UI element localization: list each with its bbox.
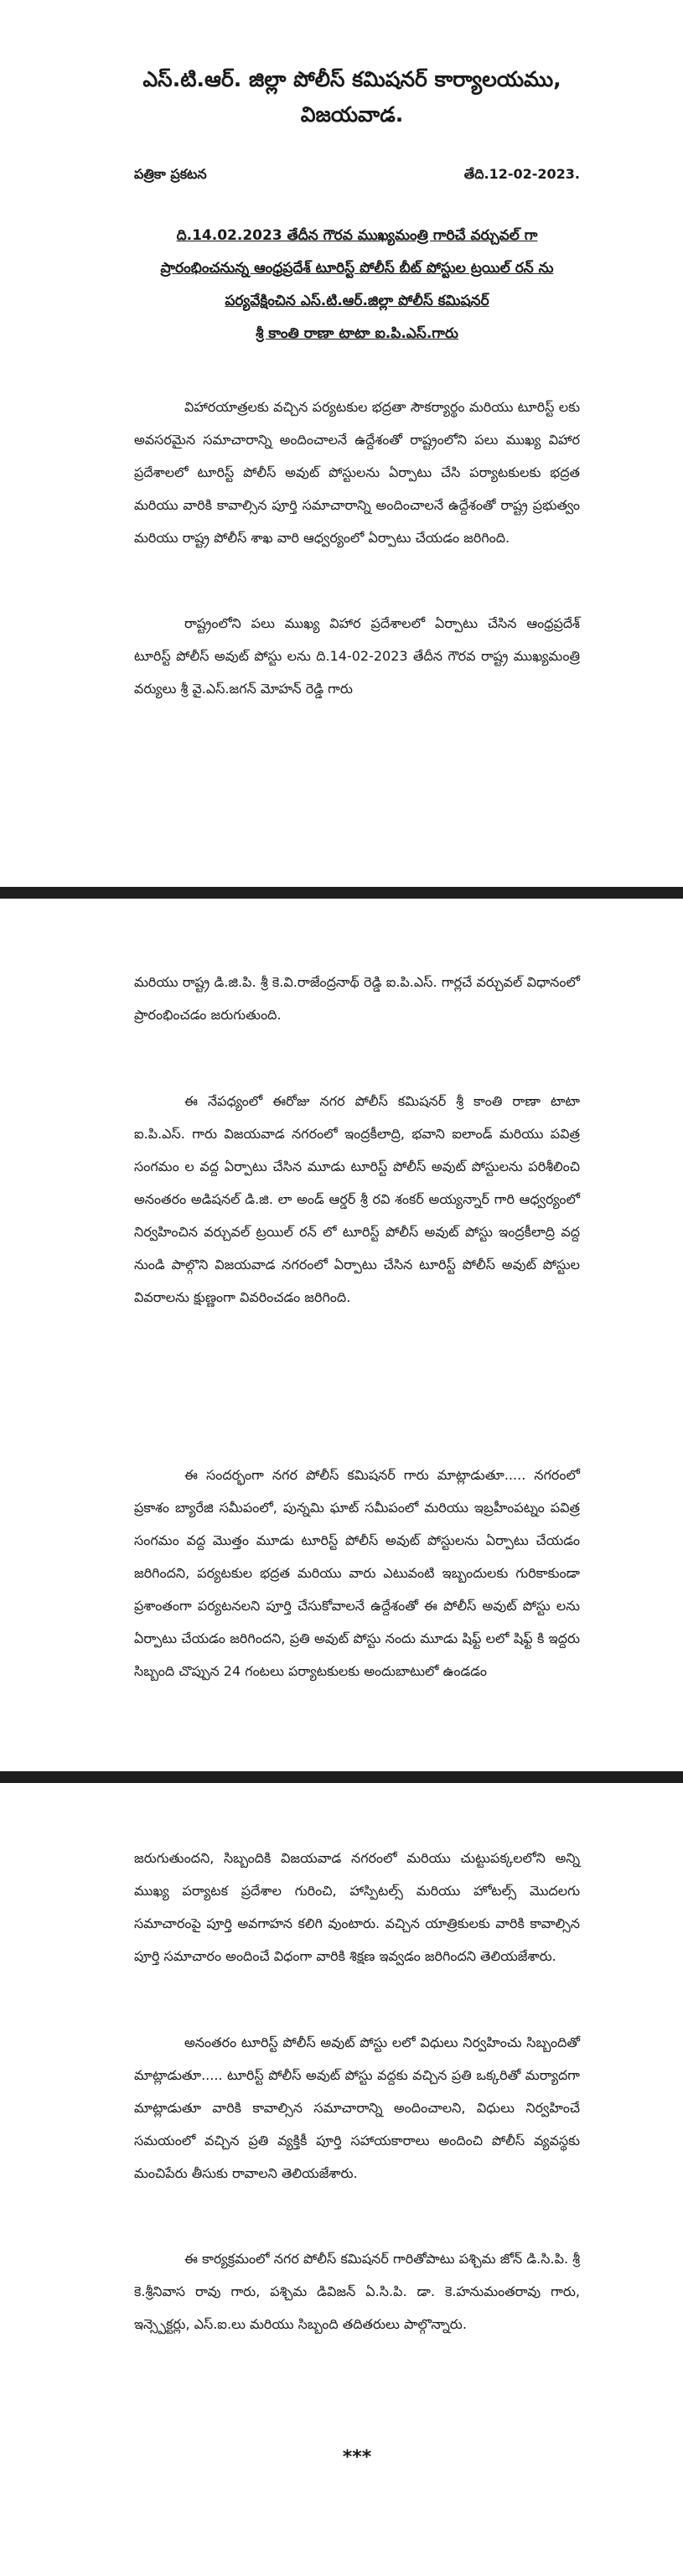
office-title-line1: ఎస్.టి.ఆర్. జిల్లా పోలీస్ కమిషనర్ కార్యాలయము,	[142, 67, 561, 91]
paragraph-2: రాష్ట్రంలోని పలు ముఖ్య విహార ప్రదేశాలలో ఏర్పాటు చేసిన ఆంధ్రప్రదేశ్ టూరిస్ట్ పోలీస్ అవుట్ పోస్టు లను ది.14-02-2023 తేదీన గౌరవ రాష్ట్ర ముఖ్యమంత్రి వర్యులు శ్రీ వై.ఎస్.జగన్ మోహన్ రెడ్డి గారు	[134, 615, 580, 697]
paragraph-1: విహారయాత్రలకు వచ్చిన పర్యటకుల భద్రతా సౌకర్యార్థం మరియు టూరిస్ట్ లకు అవసరమైన సమాచారాన్ని అందించాలనే ఉద్దేశంతో రాష్ట్రంలోని పలు ముఖ్య విహార ప్రదేశాలలో టూరిస్ట్ పోలీస్ అవుట్ పోస్టులను ఏర్పాటు చేసి పర్యాటకులకు భద్రత మరియు వారికి కావాల్సిన పూర్తి సమాచారాన్ని అందించాలనే ఉద్దేశంతో రాష్ట్ర ప్రభుత్వం మరియు రాష్ట్ర పోలీస్ శాఖ వారి ఆధ్వర్యంలో ఏర్పాటు చేయడం జరిగింది.	[134, 399, 580, 546]
paragraph-3: మరియు రాష్ట్ర డి.జి.పి. శ్రీ కె.వి.రాజేంద్రనాథ్ రెడ్డి ఐ.పి.ఎస్. గార్లచే వర్చువల్ విధానంలో ప్రారంభించడం జరుగుతుంది.	[134, 974, 580, 1023]
office-title-line2: విజయవాడ.	[300, 102, 404, 127]
press-release-label: పత్రికా ప్రకటన	[134, 166, 207, 182]
document-page-2	[0, 899, 683, 1771]
paragraph-8: ఈ కార్యక్రమంలో నగర పోలీస్ కమిషనర్ గారితోపాటు పశ్చిమ జోన్ డి.సి.పి. శ్రీ కె.శ్రీనివాస రావు గారు, పశ్చిమ డివిజన్ ఏ.సి.పి. డా. కె.హనుమంతరావు గారు, ఇన్స్పెక్టర్లు, ఎస్.ఐ.లు మరియు సిబ్బంది తదితరులు పాల్గొన్నారు.	[134, 2251, 580, 2332]
press-date: తేది.12-02-2023.	[463, 166, 580, 182]
end-stars: ***	[342, 2447, 372, 2468]
subject-block	[134, 220, 580, 350]
page-divider-1	[0, 887, 683, 899]
subject-line2: ప్రారంభించనున్న ఆంధ్రప్రదేశ్ టూరిస్ట్ పోలీస్ బీట్ పోస్టుల ట్రయిల్ రన్ ను	[160, 260, 554, 277]
subject-signer: శ్రీ కాంతి రాణా టాటా ఐ.పి.ఎస్.గారు	[256, 325, 458, 342]
document-page-1	[0, 0, 683, 887]
paragraph-6: జరుగుతుందని, సిబ్బందికి విజయవాడ నగరంలో మరియు చుట్టుపక్కలలోని అన్ని ముఖ్య పర్యాటక ప్రదేశాల గురించి, హాస్పిటల్స్ మరియు హోటల్స్ మొదలగు సమాచారంపై పూర్తి అవగాహన కలిగి వుంటారు. వచ్చిన యాత్రికులకు వారికి కావాల్సిన పూర్తి సమాచారం అందించే విధంగా వారికి శిక్షణ ఇవ్వడం జరిగిందని తెలియజేశారు.	[134, 1850, 580, 1964]
subject-line3: పర్యవేక్షించిన ఎస్.టి.ఆర్.జిల్లా పోలీస్ కమిషనర్	[225, 293, 489, 309]
paragraph-7: అనంతరం టూరిస్ట్ పోలీస్ అవుట్ పోస్టు లలో విధులు నిర్వహించు సిబ్బందితో మాట్లాడుతూ..... టూరిస్ట్ పోలీస్ అవుట్ పోస్టు వద్దకు వచ్చిన ప్రతి ఒక్కరితో మర్యాదగా మాట్లాడుతూ వారికి కావాల్సిన సమాచారాన్ని అందించాలని, విధులు నిర్వహించే సమయంలో వచ్చిన ప్రతి వ్యక్తికీ పూర్తి సహాయకారాలు అందించి పోలీస్ వ్యవస్థకు మంచిపేరు తీసుకు రావాలని తెలియజేశారు.	[134, 2034, 580, 2181]
subject-line1: ది.14.02.2023 తేదీన గౌరవ ముఖ్యమంత్రి గారిచే వర్చువల్ గా	[176, 227, 538, 244]
document-page-3	[0, 1783, 683, 2576]
paragraph-4: ఈ నేపధ్యంలో ఈరోజు నగర పోలీస్ కమిషనర్ శ్రీ కాంతి రాణా టాటా ఐ.పి.ఎస్. గారు విజయవాడ నగరంలో ఇంద్రకీలాద్రి, భవాని ఐలాండ్ మరియు పవిత్ర సంగమం ల వద్ద ఏర్పాటు చేసిన మూడు టూరిస్ట్ పోలీస్ అవుట్ పోస్టులను పరిశీలించి అనంతరం అడిషనల్ డి.జి. లా అండ్ ఆర్డర్ శ్రీ రవి శంకర్ అయ్యన్నార్ గారి ఆధ్వర్యంలో నిర్వహించిన వర్చువల్ ట్రయిల్ రన్ లో టూరిస్ట్ పోలీస్ అవుట్ పోస్టు ఇంద్రకీలాద్రి వద్ద నుండి పాల్గొని విజయవాడ నగరంలో ఏర్పాటు చేసిన టూరిస్ట్ పోలీస్ అవుట్ పోస్టుల వివరాలను క్షుణ్ణంగా వివరించడం జరిగింది.	[134, 1093, 580, 1305]
page-divider-2	[0, 1771, 683, 1783]
office-title	[126, 62, 578, 132]
paragraph-5: ఈ సందర్భంగా నగర పోలీస్ కమిషనర్ గారు మాట్లాడుతూ..... నగరంలో ప్రకాశం బ్యారేజి సమీపంలో, పున్నమి ఘాట్ సమీపంలో మరియు ఇబ్రహీంపట్నం పవిత్ర సంగమం వద్ద మొత్తం మూడు టూరిస్ట్ పోలీస్ అవుట్ పోస్టులను ఏర్పాటు చేయడం జరిగిందని, పర్యటకుల భద్రత మరియు వారు ఎటువంటి ఇబ్బందులకు గురికాకుండా ప్రశాంతంగా పర్యటనలని పూర్తి చేసుకోవాలనే ఉద్దేశంతో ఈ పోలీస్ అవుట్ పోస్టు లను ఏర్పాటు చేయడం జరిగిందని, ప్రతి అవుట్ పోస్టు నందు మూడు షిఫ్ట్ లలో షిఫ్ట్ కి ఇద్దరు సిబ్బంది చొప్పున 24 గంటలు పర్యాటకులకు అందుబాటులో ఉండడం	[134, 1467, 580, 1679]
